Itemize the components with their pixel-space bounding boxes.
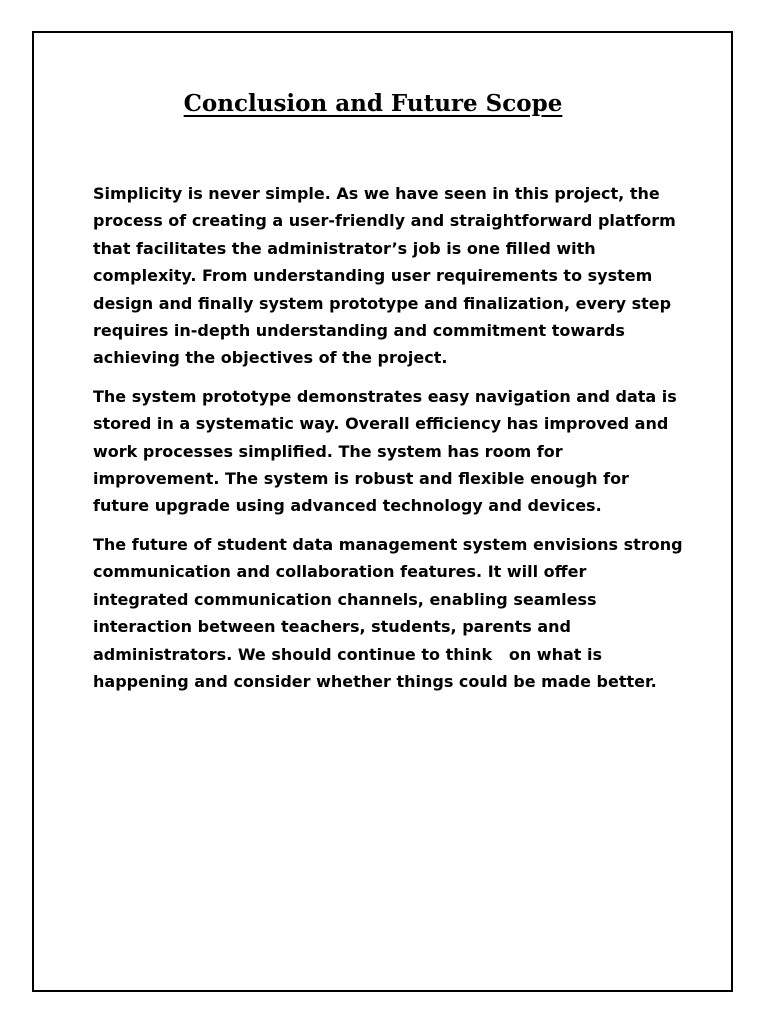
page-title: Conclusion and Future Scope <box>183 90 563 117</box>
paragraph-system-prototype: The system prototype demonstrates easy navigation and data is stored in a systematic way. Overall efficiency has improved and work processes simplified. The system has room for improvement. The system is robust and flexible enough for future upgrade using advanced technology and devices. <box>93 386 683 516</box>
paragraph-conclusion: Simplicity is never simple. As we have seen in this project, the process of creating a user-friendly and straightforward platform that facilitates the administrator’s job is one filled with complexity. From understanding user requirements to system design and finally system prototype and finalization, every step requires in-depth understanding and commitment towards achieving the objectives of the project. <box>93 184 682 368</box>
document-body <box>93 180 689 706</box>
paragraph-future-scope: The future of student data management system envisions strong communication and collaboration features. It will offer integrated communication channels, enabling seamless interaction between teachers, students, parents and administrators. We should continue to think on what is happening and consider whether things could be made better. <box>93 534 689 691</box>
